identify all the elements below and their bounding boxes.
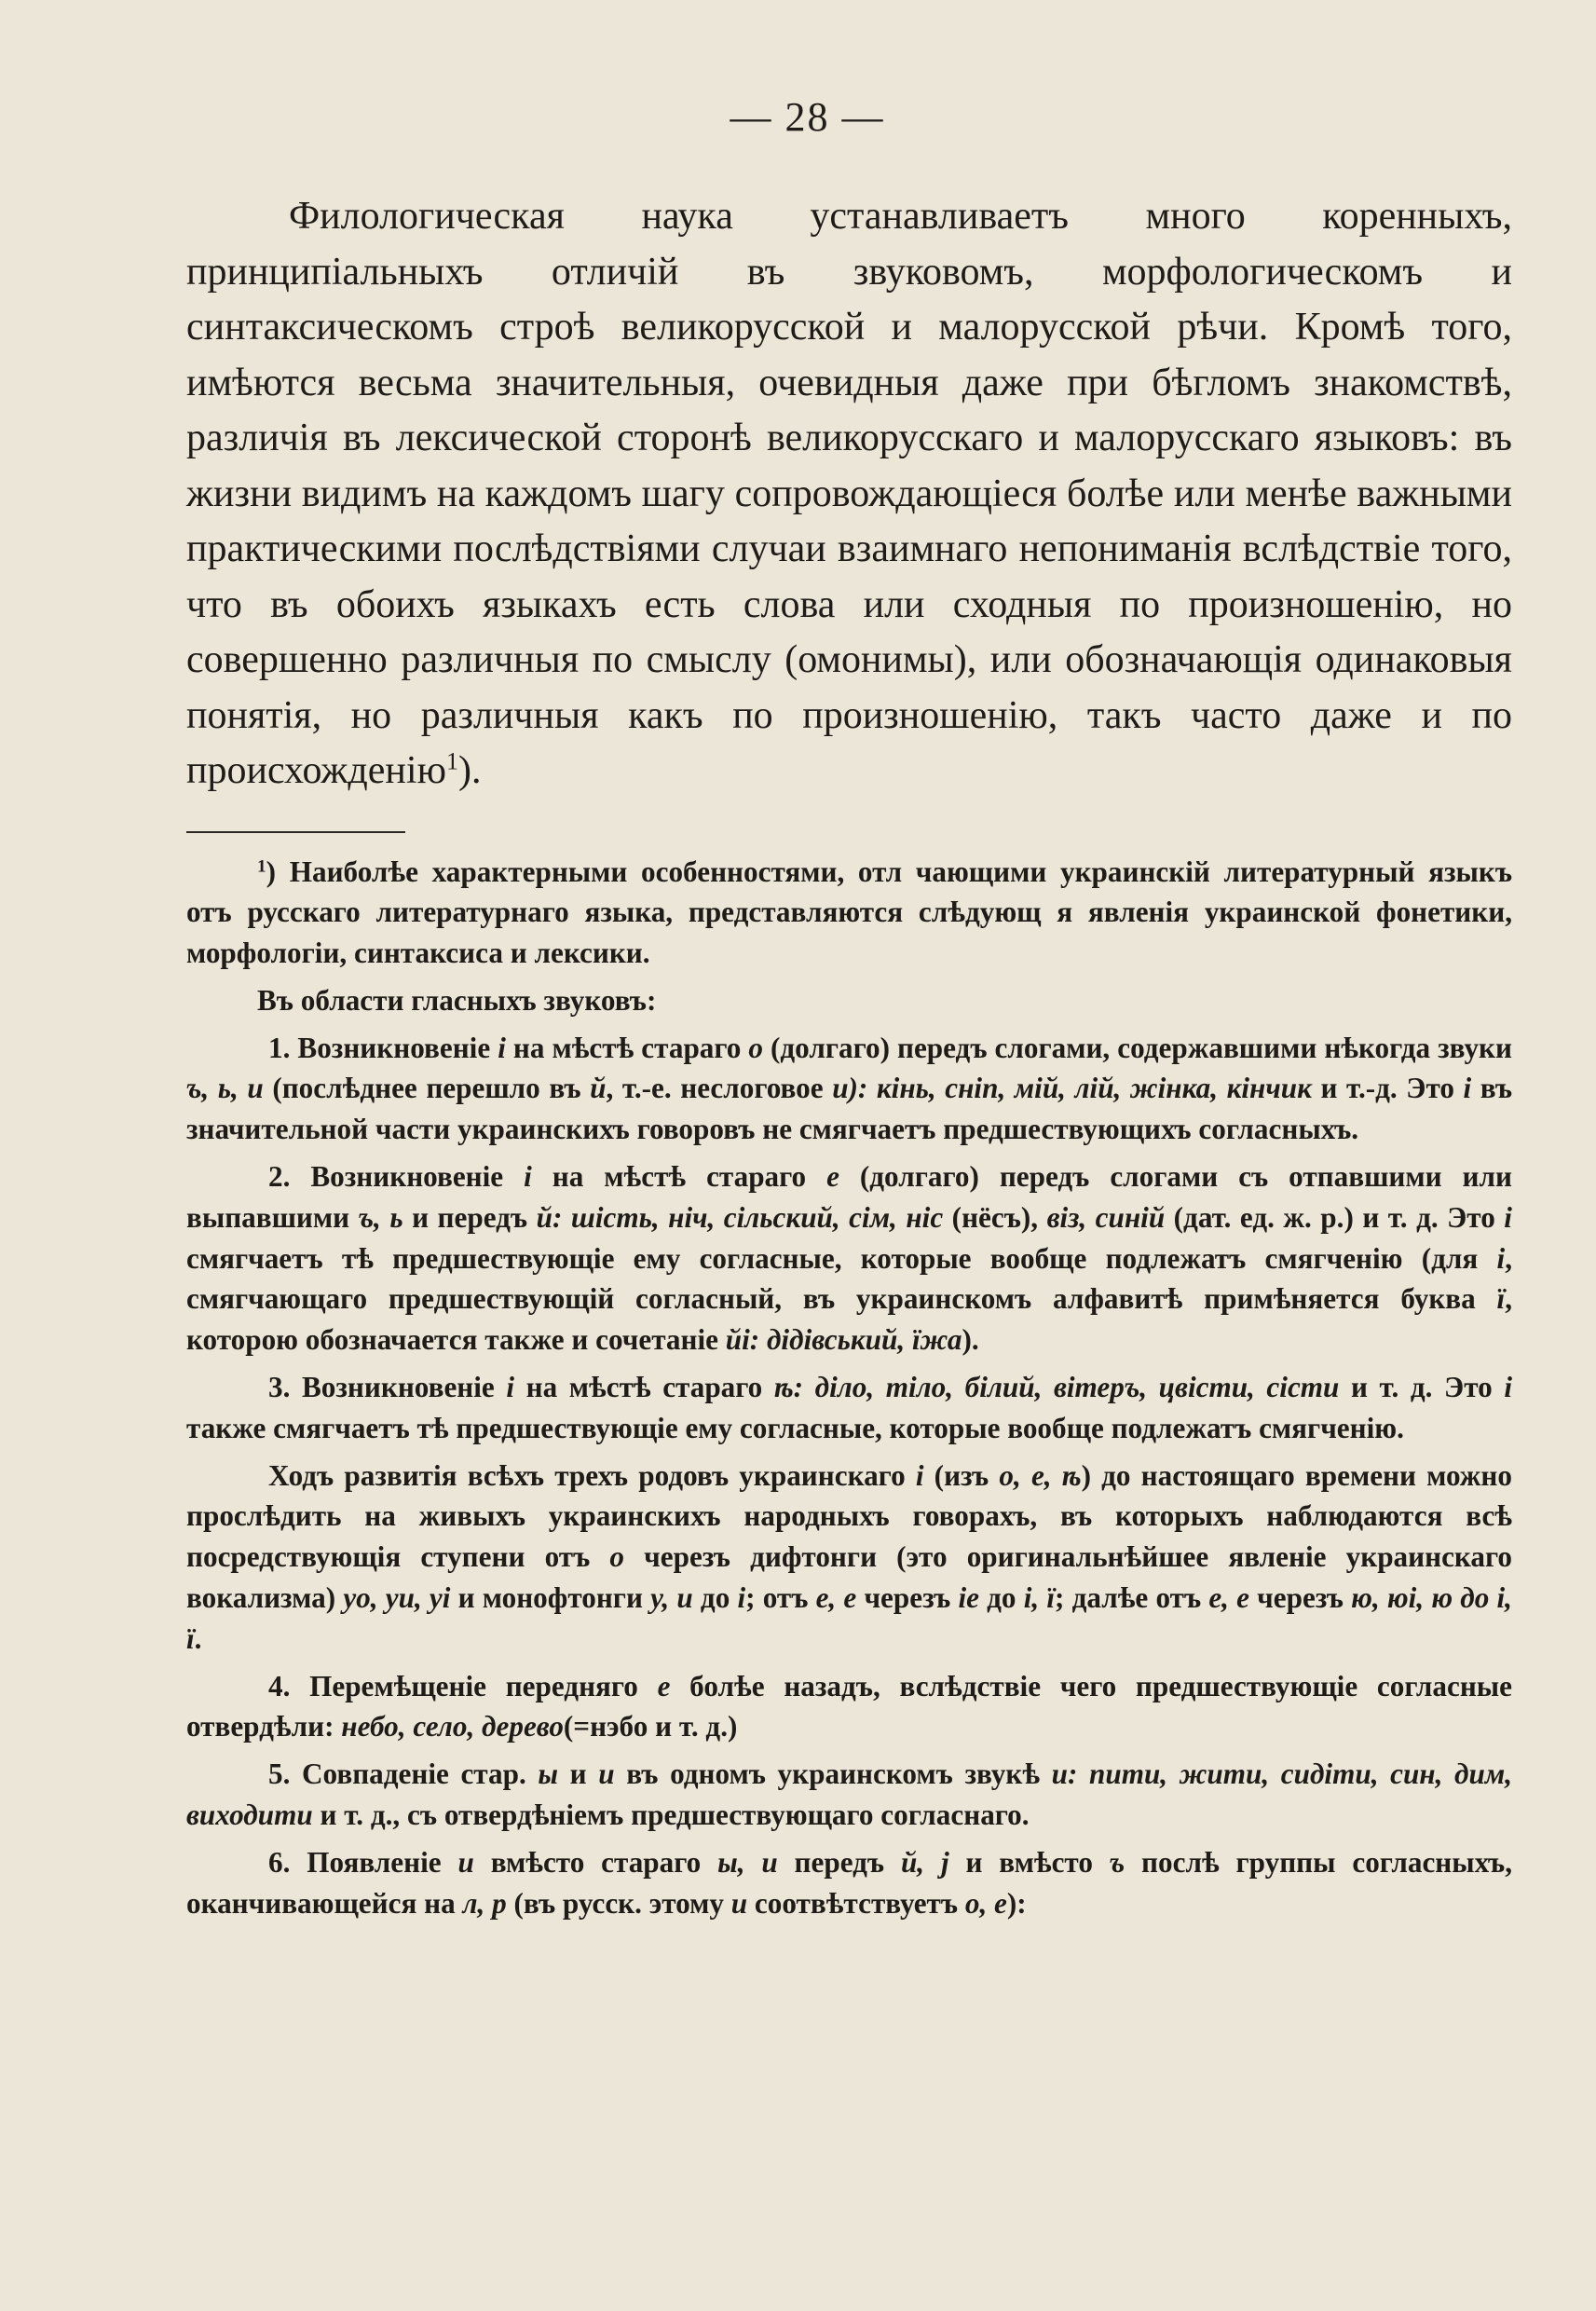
footnote-divider [186, 831, 405, 833]
footnote-item-4: 4. Перемѣщеніе передняго е болѣе назадъ, вслѣдствіе чего предшествующіе согласные отвердѣли: небо, село, дерево(=нэбо и т. д.) [186, 1669, 1512, 1744]
main-paragraph [186, 189, 1512, 800]
footnote-development: Ходъ развитія всѣхъ трехъ родовъ украинскаго і (изъ о, е, ѣ) до настоящаго времени можно прослѣдить на живыхъ украинскихъ народныхъ говорахъ, въ которыхъ наблюдаются всѣ посредствующія ступени отъ о черезъ дифтонги (это оригинальнѣйшее явленіе украинскаго вокализма) уо, уи, уі и монофтонги у, и до і; отъ е, е черезъ іе до і, ї; далѣе отъ е, е черезъ ю, юі, ю до і, ї. [186, 1458, 1512, 1655]
page-number: — 28 — [730, 94, 885, 140]
footnote-item-5: 5. Совпаденіе стар. ы и и въ одномъ украинскомъ звукѣ и: пити, жити, сидіти, син, дим, виходити и т. д., съ отвердѣніемъ предшествующаго согласнаго. [186, 1757, 1513, 1832]
main-paragraph-text: Филологическая наука устанавливаетъ много коренныхъ, принципіальныхъ отличій въ звуковомъ, морфологическомъ и синтаксическомъ строѣ великорусской и малорусской рѣчи. Кромѣ того, имѣются весьма значительныя, очевидныя даже при бѣгломъ знакомствѣ, различія въ лексической сторонѣ великорусскаго и малорусскаго языковъ: въ жизни видимъ на каждомъ шагу сопровождающіеся болѣе или менѣе важными практическими послѣдствіями случаи взаимнаго непониманія вслѣдствіе того, что въ обоихъ языкахъ есть слова или сходныя по произношенію, но совершенно различныя по смыслу (омонимы), или обозначающія одинаковыя понятія, но различныя какъ по произношенію, такъ часто даже и по происхожденію [186, 195, 1512, 792]
footnote-block [186, 852, 1512, 1924]
footnote-item-1: 1. Возникновеніе і на мѣстѣ стараго о (долгаго) передъ слогами, содержавшими нѣкогда звуки ъ, ь, и (послѣднее перешло въ й, т.-е. неслоговое и): кінь, сніп, мій, лій, жінка, кінчик и т.-д. Это і въ значительной части украинскихъ говоровъ не смягчаетъ предшествующихъ согласныхъ. [186, 1031, 1513, 1146]
footnote-intro: $^1$) Наиболѣе характерными особенностями, отл чающими украинскій литературный языкъ отъ русскаго литературнаго языка, представляются слѣдующ я явленія украинской фонетики, морфологіи, синтаксиса и лексики. [186, 855, 1512, 970]
main-paragraph-end: ). [457, 749, 482, 792]
footnote-item-2: 2. Возникновеніе і на мѣстѣ стараго е (долгаго) передъ слогами съ отпавшими или выпавшими ъ, ь и передъ й: шість, ніч, сільский, сім, ніс (нёсъ), віз, синій (дат. ед. ж. р.) и т. д. Это і смягчаетъ тѣ предшествующіе ему согласные, которые вообще подлежатъ смягченію (для і, смягчающаго предшествующій согласный, въ украинскомъ алфавитѣ примѣняется буква ї, которою обозначается также и сочетаніе йі: дідівський, їжа). [186, 1160, 1512, 1357]
footnote-marker: 1 [257, 855, 266, 876]
footnote-reference: 1 [445, 747, 458, 775]
footnote-item-3: 3. Возникновеніе і на мѣстѣ стараго ѣ: діло, тіло, білий, вітеръ, цвісти, сісти и т. д. Это і также смягчаетъ тѣ предшествующіе ему согласные, которые вообще подлежатъ смягченію. [186, 1371, 1512, 1444]
footnote-item-6: 6. Появленіе и вмѣсто стараго ы, и передъ й, j и вмѣсто ъ послѣ группы согласныхъ, оканчивающейся на л, р (въ русск. этому и соотвѣтствуетъ о, е): [186, 1845, 1513, 1920]
vowels-heading: Въ области гласныхъ звуковъ: [257, 983, 657, 1017]
